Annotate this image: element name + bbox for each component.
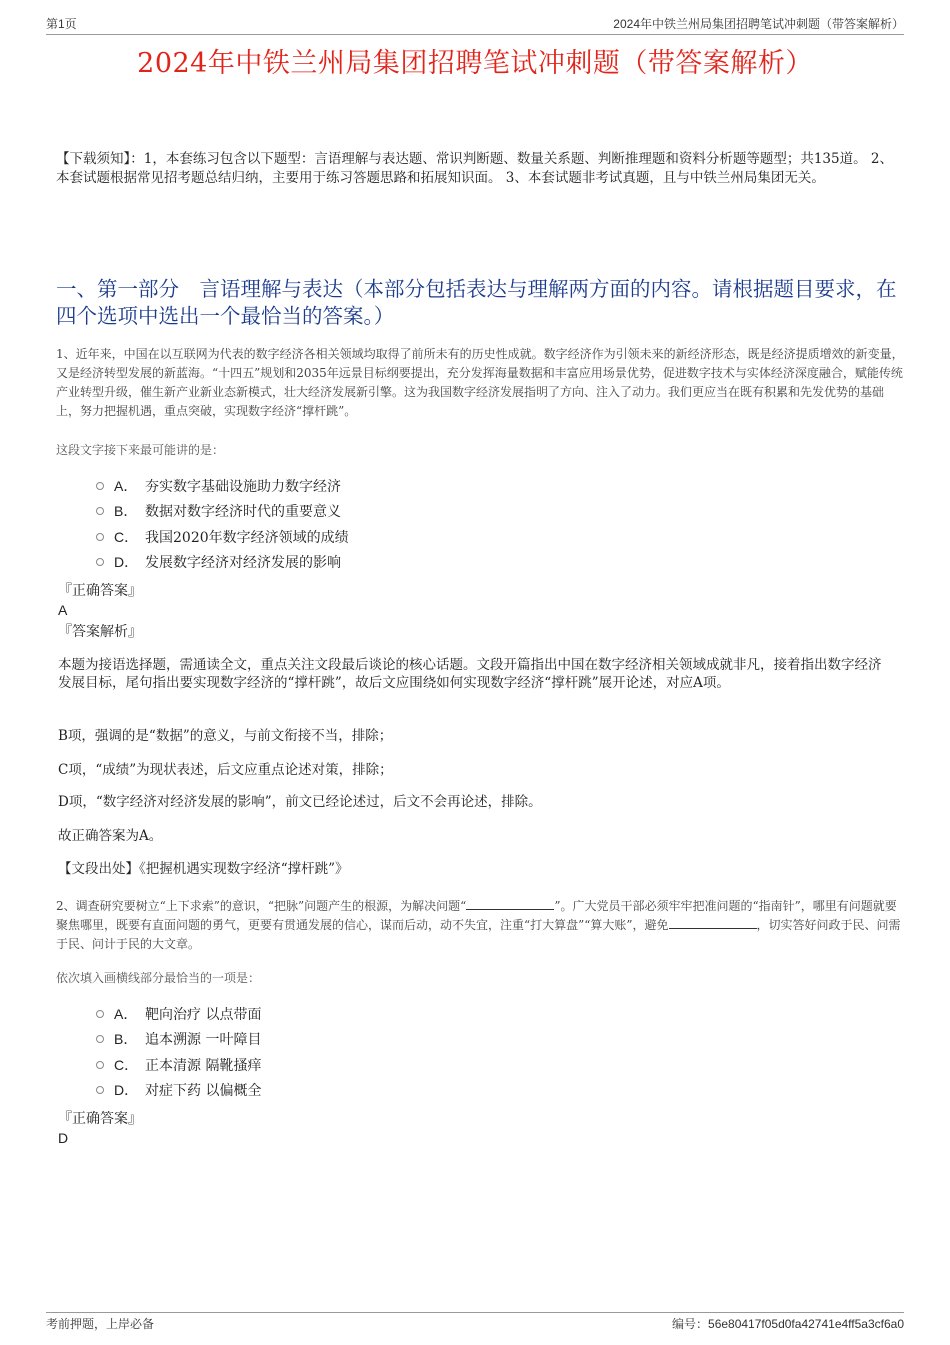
- question-1-source: 【文段出处】《把握机遇实现数字经济“撑杆跳”》: [58, 861, 349, 877]
- option-text: 追本溯源 一叶障目: [145, 1032, 262, 1049]
- page-number: 第1页: [46, 17, 77, 31]
- question-2-answer-label: 『正确答案』: [58, 1111, 142, 1127]
- option-text: 我国2020年数字经济领域的成绩: [145, 529, 349, 546]
- option-text: 正本清源 隔靴搔痒: [145, 1057, 262, 1074]
- question-1-option-a[interactable]: A． 夯实数字基础设施助力数字经济: [96, 473, 349, 499]
- radio-icon[interactable]: [96, 1035, 104, 1043]
- option-text: 数据对数字经济时代的重要意义: [145, 504, 341, 521]
- question-1-analysis-conclusion: 故正确答案为A。: [58, 828, 163, 844]
- download-notice: 【下载须知】：1，本套练习包含以下题型：言语理解与表达题、常识判断题、数量关系题、判断推理题和资料分析题等题型；共135道。 2、本套试题根据常见招考题总结归纳，主要用于练习答题思路和拓展知识面。 3、本套试题非考试真题，且与中铁兰州局集团无关。: [56, 151, 893, 186]
- radio-icon[interactable]: [96, 507, 104, 515]
- option-text: 夯实数字基础设施助力数字经济: [145, 478, 341, 495]
- question-1-analysis-main: 本题为接语选择题，需通读全文，重点关注文段最后谈论的核心话题。文段开篇指出中国在数字经济相关领域成就非凡，接着指出数字经济发展目标，尾句指出要实现数字经济的“撑杆跳”，故后文应围绕如何实现数字经济“撑杆跳”展开论述，对应A项。: [58, 657, 882, 691]
- option-text: 靶向治疗 以点带面: [145, 1006, 262, 1023]
- radio-icon[interactable]: [96, 533, 104, 541]
- question-1-answer: A: [58, 602, 68, 618]
- question-2-option-c[interactable]: C． 正本清源 隔靴搔痒: [96, 1052, 261, 1078]
- fill-blank-1: [466, 897, 554, 910]
- question-1-option-d[interactable]: D． 发展数字经济对经济发展的影响: [96, 550, 349, 576]
- question-1-analysis-d: D项，“数字经济对经济发展的影响”，前文已经论述过，后文不会再论述，排除。: [58, 794, 542, 810]
- question-1-option-c[interactable]: C． 我国2020年数字经济领域的成绩: [96, 524, 349, 550]
- radio-icon[interactable]: [96, 1086, 104, 1094]
- question-1-analysis-label: 『答案解析』: [58, 624, 142, 640]
- question-1-analysis-c: C项，“成绩”为现状表述，后文应重点论述对策，排除；: [58, 762, 393, 778]
- document-title: 2024年中铁兰州局集团招聘笔试冲刺题（带答案解析）: [137, 48, 813, 79]
- question-2-options: [96, 1001, 261, 1103]
- question-1-text: 1、近年来，中国在以互联网为代表的数字经济各相关领域均取得了前所未有的历史性成就。数字经济作为引领未来的新经济形态，既是经济提质增效的新变量，又是经济转型发展的新蓝海。“十四五”规划和2035年远景目标纲要提出，充分发挥海量数据和丰富应用场景优势，促进数字技术与实体经济深度融合，赋能传统产业转型升级，催生新产业新业态新模式，壮大经济发展新引擎。这为我国数字经济发展指明了方向、注入了动力。我们更应当在既有积累和先发优势的基础上，努力把握机遇，重点突破，实现数字经济“撑杆跳”。: [56, 347, 904, 418]
- question-1-answer-label: 『正确答案』: [58, 583, 142, 599]
- radio-icon[interactable]: [96, 558, 104, 566]
- question-2-text: 2、调查研究要树立“上下求索”的意识，“把脉”问题产生的根源，为解决问题“ ”。广大党员干部必须牢牢把准问题的“指南针”，哪里有问题就要聚焦哪里，既要有直面问题的勇气，更要有贯通发展的信心，谋而后动，动不失宜，注重“打大算盘”“算大账”，避免 ，切实答好问政于民、问需于民、问计于民的大文章。: [56, 899, 901, 951]
- header-doc-name: 2024年中铁兰州局集团招聘笔试冲刺题（带答案解析）: [613, 17, 904, 31]
- footer-slogan: 考前押题，上岸必备: [46, 1317, 155, 1331]
- option-text: 发展数字经济对经济发展的影响: [145, 555, 341, 572]
- radio-icon[interactable]: [96, 1010, 104, 1018]
- footer-code: 编号：56e80417f05d0fa42741e4ff5a3cf6a0: [672, 1317, 904, 1331]
- radio-icon[interactable]: [96, 1061, 104, 1069]
- question-2-option-d[interactable]: D． 对症下药 以偏概全: [96, 1078, 261, 1104]
- radio-icon[interactable]: [96, 482, 104, 490]
- page-header: [46, 14, 904, 35]
- question-1-options: [96, 473, 349, 575]
- fill-blank-2: [669, 916, 757, 929]
- section-title: 一、第一部分 言语理解与表达（本部分包括表达与理解两方面的内容。请根据题目要求，在四个选项中选出一个最恰当的答案。）: [56, 277, 897, 328]
- option-text: 对症下药 以偏概全: [145, 1083, 262, 1100]
- question-1-option-b[interactable]: B． 数据对数字经济时代的重要意义: [96, 499, 349, 525]
- question-2-option-b[interactable]: B． 追本溯源 一叶障目: [96, 1027, 261, 1053]
- question-2-prompt: 依次填入画横线部分最恰当的一项是：: [56, 971, 261, 985]
- question-2-answer: D: [58, 1130, 69, 1146]
- question-2-option-a[interactable]: A． 靶向治疗 以点带面: [96, 1001, 261, 1027]
- question-1-prompt: 这段文字接下来最可能讲的是：: [56, 443, 225, 457]
- question-1-analysis-b: B项，强调的是“数据”的意义，与前文衔接不当，排除；: [58, 728, 393, 744]
- page-footer: [46, 1312, 904, 1335]
